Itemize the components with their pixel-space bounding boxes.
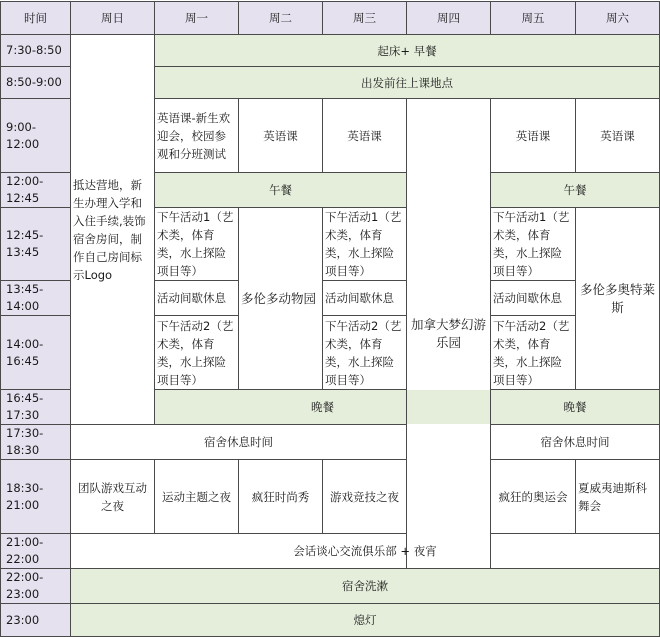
time-cell: 8:50-9:00 — [1, 67, 71, 99]
mon-night-cell: 运动主题之夜 — [155, 460, 239, 534]
wed-english-cell: 英语课 — [323, 99, 407, 173]
header-mon: 周一 — [155, 2, 239, 35]
time-cell: 9:00-12:00 — [1, 99, 71, 173]
fri-night-cell: 疯狂的奥运会 — [491, 460, 576, 534]
row-18-30 — [1, 460, 660, 534]
dinner-cell-fri-sat: 晚餐 — [491, 390, 660, 425]
wed-afternoon2-cell: 下午活动2（艺术类，体育类，水上探险项目等） — [323, 316, 407, 390]
wash-cell: 宿舍洗漱 — [71, 569, 660, 604]
fri-afternoon2-cell: 下午活动2（艺术类，体育类，水上探险项目等） — [491, 316, 576, 390]
header-tue: 周二 — [239, 2, 323, 35]
club-cell: 会话谈心交流俱乐部 + 夜宵 — [71, 534, 660, 569]
lights-out-cell: 熄灯 — [71, 604, 660, 637]
zoo-cell: 多伦多动物园 — [239, 208, 323, 390]
time-cell: 7:30-8:50 — [1, 35, 71, 67]
row-17-30 — [1, 425, 660, 460]
sunday-arrival-cell: 抵达营地，新生办理入学和入住手续,装饰宿舍房间，制作自己房间标示Logo — [71, 35, 155, 425]
row-21-00 — [1, 534, 660, 569]
mon-afternoon1-cell: 下午活动1（艺术类，体育类，水上探险项目等） — [155, 208, 239, 281]
header-fri: 周五 — [491, 2, 576, 35]
tue-night-cell: 疯狂时尚秀 — [239, 460, 323, 534]
header-wed: 周三 — [323, 2, 407, 35]
sat-night-cell: 夏威夷迪斯科舞会 — [576, 460, 660, 534]
header-sat: 周六 — [576, 2, 660, 35]
fri-break-cell: 活动间歇休息 — [491, 281, 576, 316]
wonderland-cell: 加拿大梦幻游乐园 — [407, 99, 491, 569]
time-cell: 18:30-21:00 — [1, 460, 71, 534]
mon-afternoon2-cell: 下午活动2（艺术类，体育类，水上探险项目等） — [155, 316, 239, 390]
wed-afternoon1-cell: 下午活动1（艺术类，体育类，水上探险项目等） — [323, 208, 407, 281]
time-cell: 17:30-18:30 — [1, 425, 71, 460]
sun-night-cell: 团队游戏互动之夜 — [71, 460, 155, 534]
time-cell: 22:00-23:00 — [1, 569, 71, 604]
fri-afternoon1-cell: 下午活动1（艺术类，体育类，水上探险项目等） — [491, 208, 576, 281]
wed-night-cell: 游戏竞技之夜 — [323, 460, 407, 534]
dorm-rest-cell-fri-sat: 宿舍休息时间 — [491, 425, 660, 460]
wed-break-cell: 活动间歇休息 — [323, 281, 407, 316]
tue-english-cell: 英语课 — [239, 99, 323, 173]
fri-english-cell: 英语课 — [491, 99, 576, 173]
schedule-table — [0, 1, 660, 637]
row-7-30 — [1, 35, 660, 67]
depart-cell: 出发前往上课地点 — [155, 67, 660, 99]
breakfast-cell: 起床+ 早餐 — [155, 35, 660, 67]
mon-break-cell: 活动间歇休息 — [155, 281, 239, 316]
dorm-rest-cell-sun-wed: 宿舍休息时间 — [71, 425, 407, 460]
sat-english-cell: 英语课 — [576, 99, 660, 173]
lunch-cell-fri-sat: 午餐 — [491, 173, 660, 208]
header-time: 时间 — [1, 2, 71, 35]
time-cell: 21:00-22:00 — [1, 534, 71, 569]
row-23-00 — [1, 604, 660, 637]
lunch-cell-mon-wed: 午餐 — [155, 173, 407, 208]
time-cell: 13:45-14:00 — [1, 281, 71, 316]
mon-morning-cell: 英语课-新生欢迎会，校园参观和分班测试 — [155, 99, 239, 173]
time-cell: 16:45-17:30 — [1, 390, 71, 425]
time-cell: 14:00-16:45 — [1, 316, 71, 390]
outlets-cell: 多伦多奥特莱斯 — [576, 208, 660, 390]
dinner-cell-sun-wed: 晚餐 — [155, 390, 491, 425]
header-sun: 周日 — [71, 2, 155, 35]
time-cell: 12:00-12:45 — [1, 173, 71, 208]
row-22-00 — [1, 569, 660, 604]
header-row — [1, 2, 660, 35]
time-cell: 12:45-13:45 — [1, 208, 71, 281]
header-thu: 周四 — [407, 2, 491, 35]
time-cell: 23:00 — [1, 604, 71, 637]
